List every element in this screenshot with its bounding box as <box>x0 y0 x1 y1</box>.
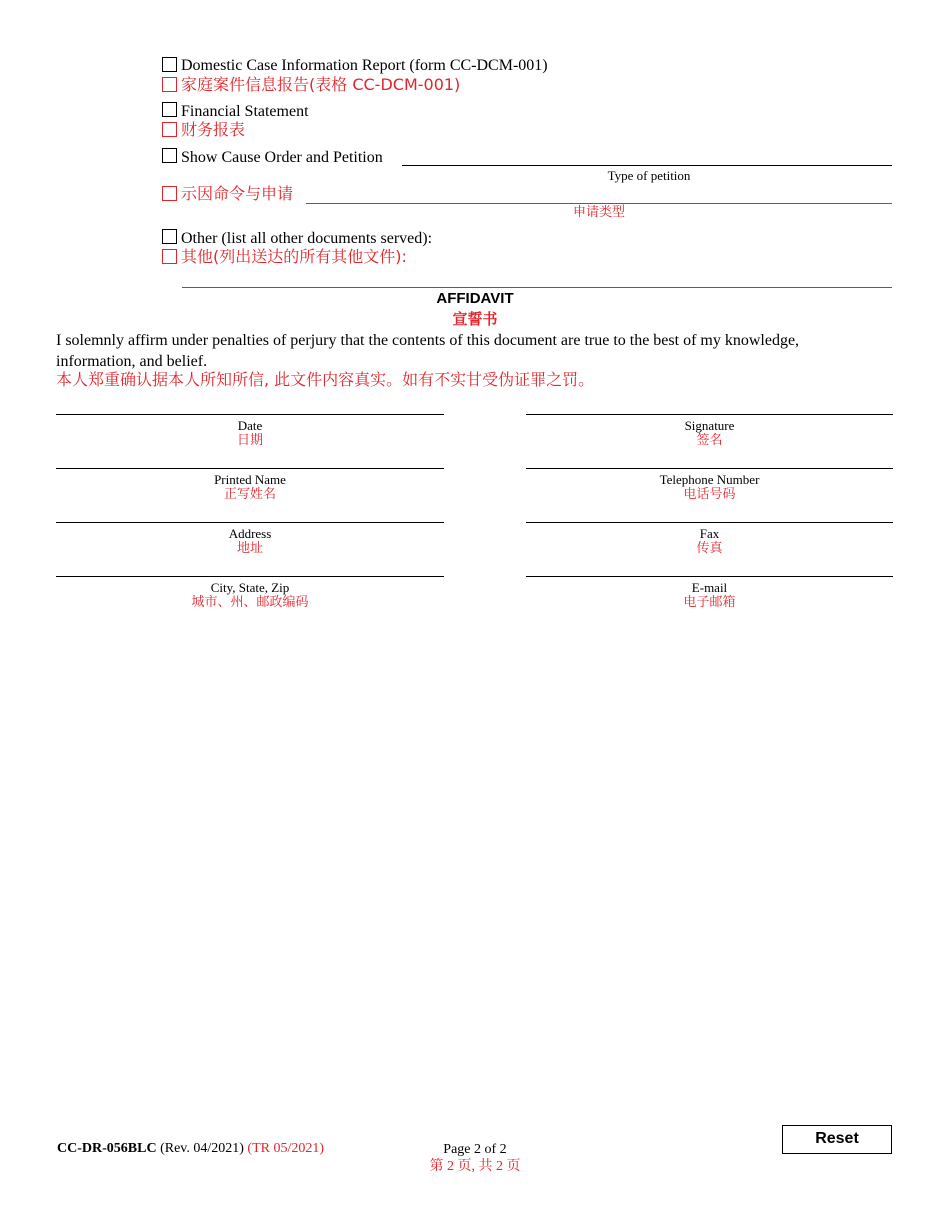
other-documents-label-zh: 其他(列出送达的所有其他文件): <box>181 247 407 266</box>
show-cause-label-zh: 示因命令与申请 <box>181 184 294 203</box>
domestic-case-report-checkbox[interactable] <box>162 57 177 72</box>
form-code: CC-DR-056BLC <box>57 1141 157 1156</box>
translation-revision: (TR 05/2021) <box>247 1141 325 1156</box>
fax-label-zh: 传真 <box>696 541 723 556</box>
show-cause-checkbox[interactable] <box>162 148 177 163</box>
petition-type-caption-zh: 申请类型 <box>572 205 625 220</box>
affidavit-text-zh: 本人郑重确认据本人所知所信, 此文件内容真实。如有不实甘受伪证罪之罚。 <box>56 370 595 389</box>
financial-statement-label: Financial Statement <box>181 103 309 120</box>
telephone-label: Telephone Number <box>659 472 760 487</box>
printed-name-field[interactable] <box>56 468 444 502</box>
other-documents-checkbox-zh[interactable] <box>162 249 177 264</box>
domestic-case-report-label: Domestic Case Information Report (form CC-DCM-001) <box>181 57 548 74</box>
form-revision: (Rev. 04/2021) <box>160 1141 244 1156</box>
email-label: E-mail <box>691 580 728 595</box>
domestic-case-report-label-zh: 家庭案件信息报告(表格 CC-DCM-001) <box>181 75 461 94</box>
page-number: Page 2 of 2 <box>443 1142 507 1157</box>
petition-type-caption: Type of petition <box>607 168 691 183</box>
signature-label-zh: 签名 <box>696 433 723 448</box>
reset-button[interactable]: Reset <box>782 1125 892 1154</box>
email-field[interactable] <box>526 576 893 610</box>
fax-field[interactable] <box>526 522 893 556</box>
date-label-zh: 日期 <box>236 433 263 448</box>
telephone-field[interactable] <box>526 468 893 502</box>
other-documents-label: Other (list all other documents served): <box>181 230 433 247</box>
affidavit-title: AFFIDAVIT <box>436 290 514 307</box>
fax-label: Fax <box>699 526 720 541</box>
city-state-zip-field[interactable] <box>56 576 444 610</box>
domestic-case-report-checkbox-zh[interactable] <box>162 77 177 92</box>
signature-field[interactable] <box>526 414 893 448</box>
other-documents-checkbox[interactable] <box>162 229 177 244</box>
form-identifier <box>57 1141 324 1157</box>
affidavit-text-line-1: I solemnly affirm under penalties of perjury that the contents of this document are true to the best of my knowledge, <box>56 332 800 349</box>
show-cause-label: Show Cause Order and Petition <box>181 149 383 166</box>
financial-statement-label-zh: 财务报表 <box>181 120 246 139</box>
printed-name-label-zh: 正写姓名 <box>223 487 276 502</box>
email-label-zh: 电子邮箱 <box>683 595 736 610</box>
date-label: Date <box>237 418 263 433</box>
address-label-zh: 地址 <box>236 541 263 556</box>
financial-statement-checkbox[interactable] <box>162 102 177 117</box>
city-state-zip-label-zh: 城市、州、邮政编码 <box>191 595 309 610</box>
other-documents-input-line[interactable] <box>182 287 892 288</box>
page-number-zh: 第 2 页, 共 2 页 <box>429 1159 521 1174</box>
petition-type-input-line[interactable] <box>402 165 892 166</box>
affidavit-title-zh: 宣誓书 <box>452 310 498 328</box>
signature-label: Signature <box>684 418 735 433</box>
printed-name-label: Printed Name <box>214 472 286 487</box>
financial-statement-checkbox-zh[interactable] <box>162 122 177 137</box>
telephone-label-zh: 电话号码 <box>683 487 736 502</box>
address-label: Address <box>228 526 272 541</box>
address-field[interactable] <box>56 522 444 556</box>
city-state-zip-label: City, State, Zip <box>210 580 290 595</box>
affidavit-text-line-2: information, and belief. <box>56 353 208 370</box>
petition-type-input-line-zh[interactable] <box>306 203 892 204</box>
show-cause-checkbox-zh[interactable] <box>162 186 177 201</box>
date-field[interactable] <box>56 414 444 448</box>
